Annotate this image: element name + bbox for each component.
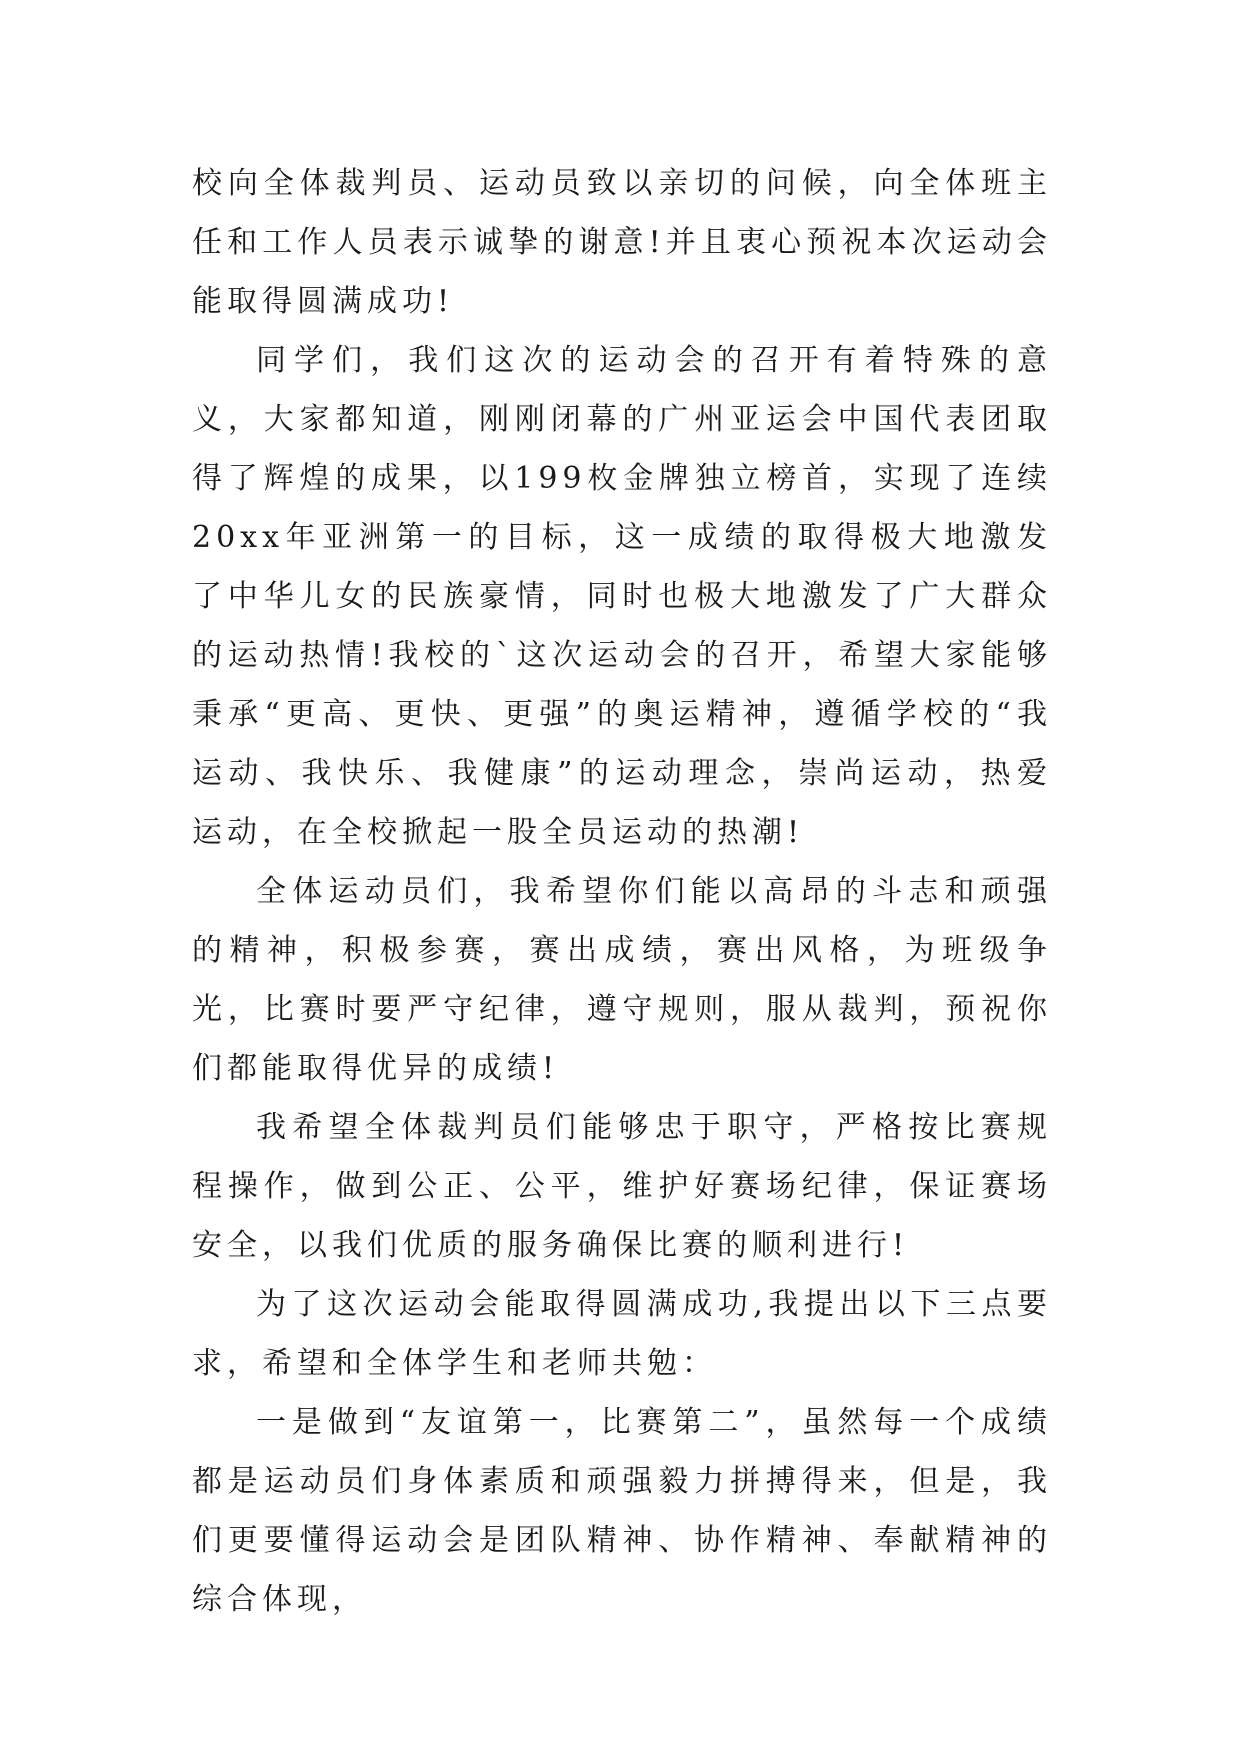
paragraph-referees: 我希望全体裁判员们能够忠于职守，严格按比赛规程操作，做到公正、公平，维护好赛场纪律，保证赛场安全，以我们优质的服务确保比赛的顺利进行! (192, 1110, 1052, 1263)
document-body (192, 154, 1052, 1629)
paragraph-requirements-intro: 为了这次运动会能取得圆满成功,我提出以下三点要求，希望和全体学生和老师共勉： (192, 1287, 1052, 1381)
paragraph-requirement-one: 一是做到“友谊第一，比赛第二”，虽然每一个成绩都是运动员们身体素质和顽强毅力拼搏得来，但是，我们更要懂得运动会是团队精神、协作精神、奉献精神的综合体现， (192, 1405, 1052, 1617)
paragraph-greeting: 校向全体裁判员、运动员致以亲切的问候，向全体班主任和工作人员表示诚挚的谢意!并且衷心预祝本次运动会能取得圆满成功! (192, 166, 1052, 319)
paragraph-significance: 同学们，我们这次的运动会的召开有着特殊的意义，大家都知道，刚刚闭幕的广州亚运会中国代表团取得了辉煌的成果，以199枚金牌独立榜首，实现了连续20xx年亚洲第一的目标，这一成绩的取得极大地激发了中华儿女的民族豪情，同时也极大地激发了广大群众的运动热情!我校的`这次运动会的召开，希望大家能够秉承“更高、更快、更强”的奥运精神，遵循学校的“我运动、我快乐、我健康”的运动理念，崇尚运动，热爱运动，在全校掀起一股全员运动的热潮! (192, 343, 1052, 850)
paragraph-athletes: 全体运动员们，我希望你们能以高昂的斗志和顽强的精神，积极参赛，赛出成绩，赛出风格，为班级争光，比赛时要严守纪律，遵守规则，服从裁判，预祝你们都能取得优异的成绩! (192, 874, 1052, 1086)
